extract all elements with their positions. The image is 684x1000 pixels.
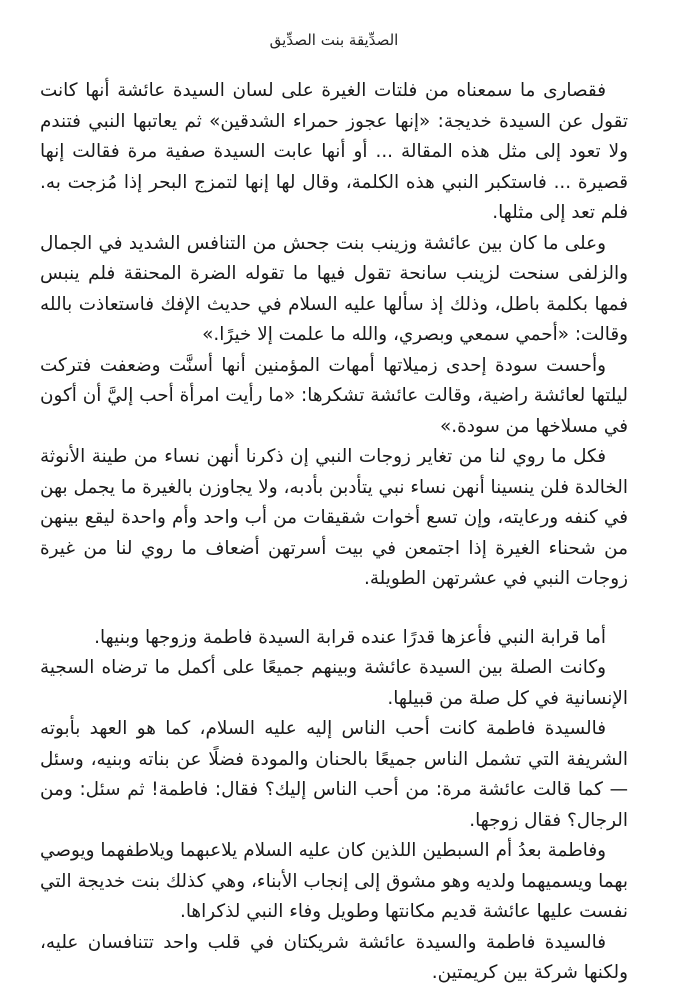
section-fatima bbox=[40, 623, 628, 989]
paragraph: فكل ما روي لنا من تغاير زوجات النبي إن ذكرنا أنهن نساء من طينة الأنوثة الخالدة فلن ينسينا أنهن نساء نبي يتأدبن بأدبه، ولا يجاوزن بالغيرة ما يجمل بهن في كنفه ورعايته، وإن تسع أخوات شقيقات من أب واحد وأم واحدة ليقع بينهن من شحناء الغيرة إذا اجتمعن في بيت أسرتهن أضعاف ما روي لنا من غيرة زوجات النبي في عشرتهن الطويلة. bbox=[40, 446, 628, 589]
paragraph: وفاطمة بعدُ أم السبطين اللذين كان عليه السلام يلاعبهما ويلاطفهما ويوصي بهما ويسميهما ولديه وهو مشوق إلى إنجاب الأبناء، وهي كذلك بنت خديجة التي نفست عليها عائشة قديم مكانتها وطويل وفاء النبي لذكراها. bbox=[40, 840, 628, 922]
paragraph: فقصارى ما سمعناه من فلتات الغيرة على لسان السيدة عائشة أنها كانت تقول عن السيدة خديجة: «إنها عجوز حمراء الشدقين» ثم يعاتبها النبي فتندم ولا تعود إلى مثل هذه المقالة ... أو أنها عابت السيدة صفية مرة فقالت إنها قصيرة ... فاستكبر النبي هذه الكلمة، وقال لها إنها لتمزج البحر إذا مُزجت به. فلم تعد إلى مثلها. bbox=[40, 80, 628, 223]
paragraph: وأحست سودة إحدى زميلاتها أمهات المؤمنين أنها أسنَّت وضعفت فتركت ليلتها لعائشة راضية، وقالت عائشة تشكرها: «ما رأيت امرأة أحب إليَّ أن أكون في مسلاخها من سودة.» bbox=[40, 354, 628, 437]
paragraph: وعلى ما كان بين عائشة وزينب بنت جحش من التنافس الشديد في الجمال والزلفى سنحت لزينب سانحة تقول فيها ما تقوله الضرة المحنقة فلم ينبس فمها بكلمة باطل، وذلك إذ سألها عليه السلام في حديث الإفك فاستعاذت بالله وقالت: «أحمي سمعي وبصري، والله ما علمت إلا خيرًا.» bbox=[40, 232, 628, 345]
paragraph: وكانت الصلة بين السيدة عائشة وبينهم جميعًا على أكمل ما ترضاه السجية الإنسانية في كل صلة من قبيلها. bbox=[40, 657, 628, 709]
running-header: الصدِّيقة بنت الصدِّيق bbox=[269, 31, 399, 49]
section-aisha-jealousy bbox=[40, 76, 628, 595]
paragraph: فالسيدة فاطمة والسيدة عائشة شريكتان في قلب واحد تتنافسان عليه، ولكنها شركة بين كريمتين. bbox=[40, 931, 628, 983]
paragraph: فالسيدة فاطمة كانت أحب الناس إليه عليه السلام، كما هو العهد بأبوته الشريفة التي تشمل الناس جميعًا بالحنان والمودة فضلًا عن بناته وبنيه، وسئل — كما قالت عائشة مرة: من أحب الناس إليك؟ فقال: فاطمة! ثم سئل: ومن الرجال؟ فقال زوجها. bbox=[40, 718, 628, 831]
paragraph: أما قرابة النبي فأعزها قدرًا عنده قرابة السيدة فاطمة وزوجها وبنيها. bbox=[94, 626, 606, 648]
section-divider-space bbox=[40, 595, 628, 623]
